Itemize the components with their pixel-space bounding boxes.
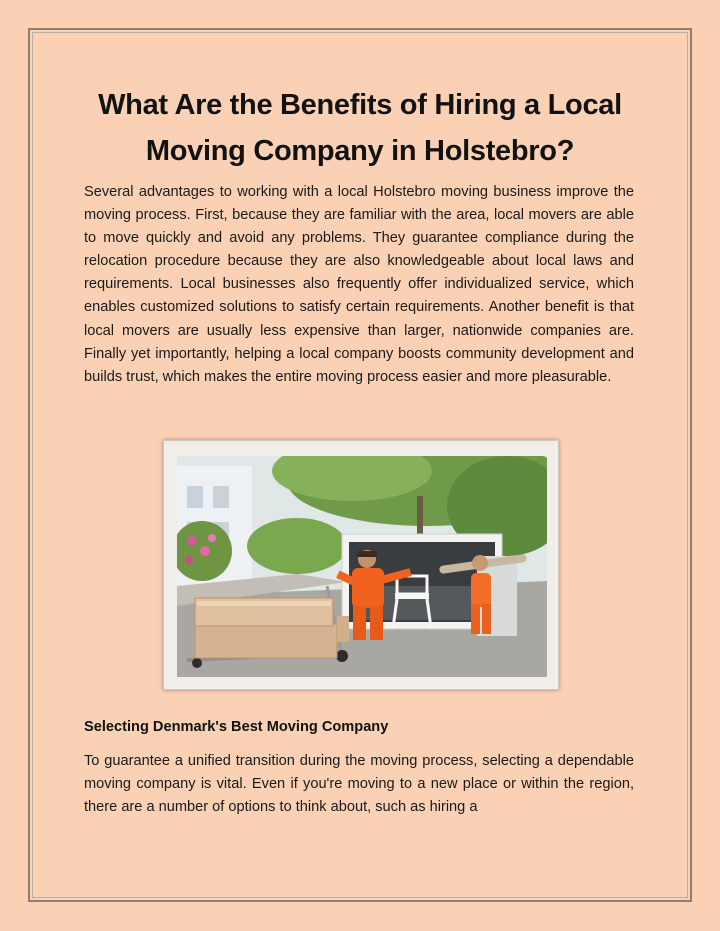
section-paragraph: To guarantee a unified transition during the moving process, selecting a dependable moving company is vital. Even if you're moving to a new place or within the region, there are a number of options to think about, such as hiring a [84, 753, 634, 816]
movers-photo-frame [163, 440, 559, 690]
section-heading: Selecting Denmark's Best Moving Company [84, 719, 389, 735]
document-title: What Are the Benefits of Hiring a Local Moving Company in Holstebro? [98, 89, 622, 167]
movers-photo [177, 456, 547, 677]
intro-paragraph: Several advantages to working with a local Holstebro moving business improve the moving process. First, because they are familiar with the area, local movers are able to move quickly and avoid any problems. They guarantee compliance during the relocation procedure because they are also knowledgeable about local laws and requirements. Local businesses also frequently offer individualized service, which enables customized solutions to satisfy certain requirements. Another benefit is that local movers are usually less expensive than larger, nationwide companies are. Finally yet importantly, helping a local company boosts community development and builds trust, which makes the entire moving process easier and more pleasurable. [84, 184, 634, 385]
